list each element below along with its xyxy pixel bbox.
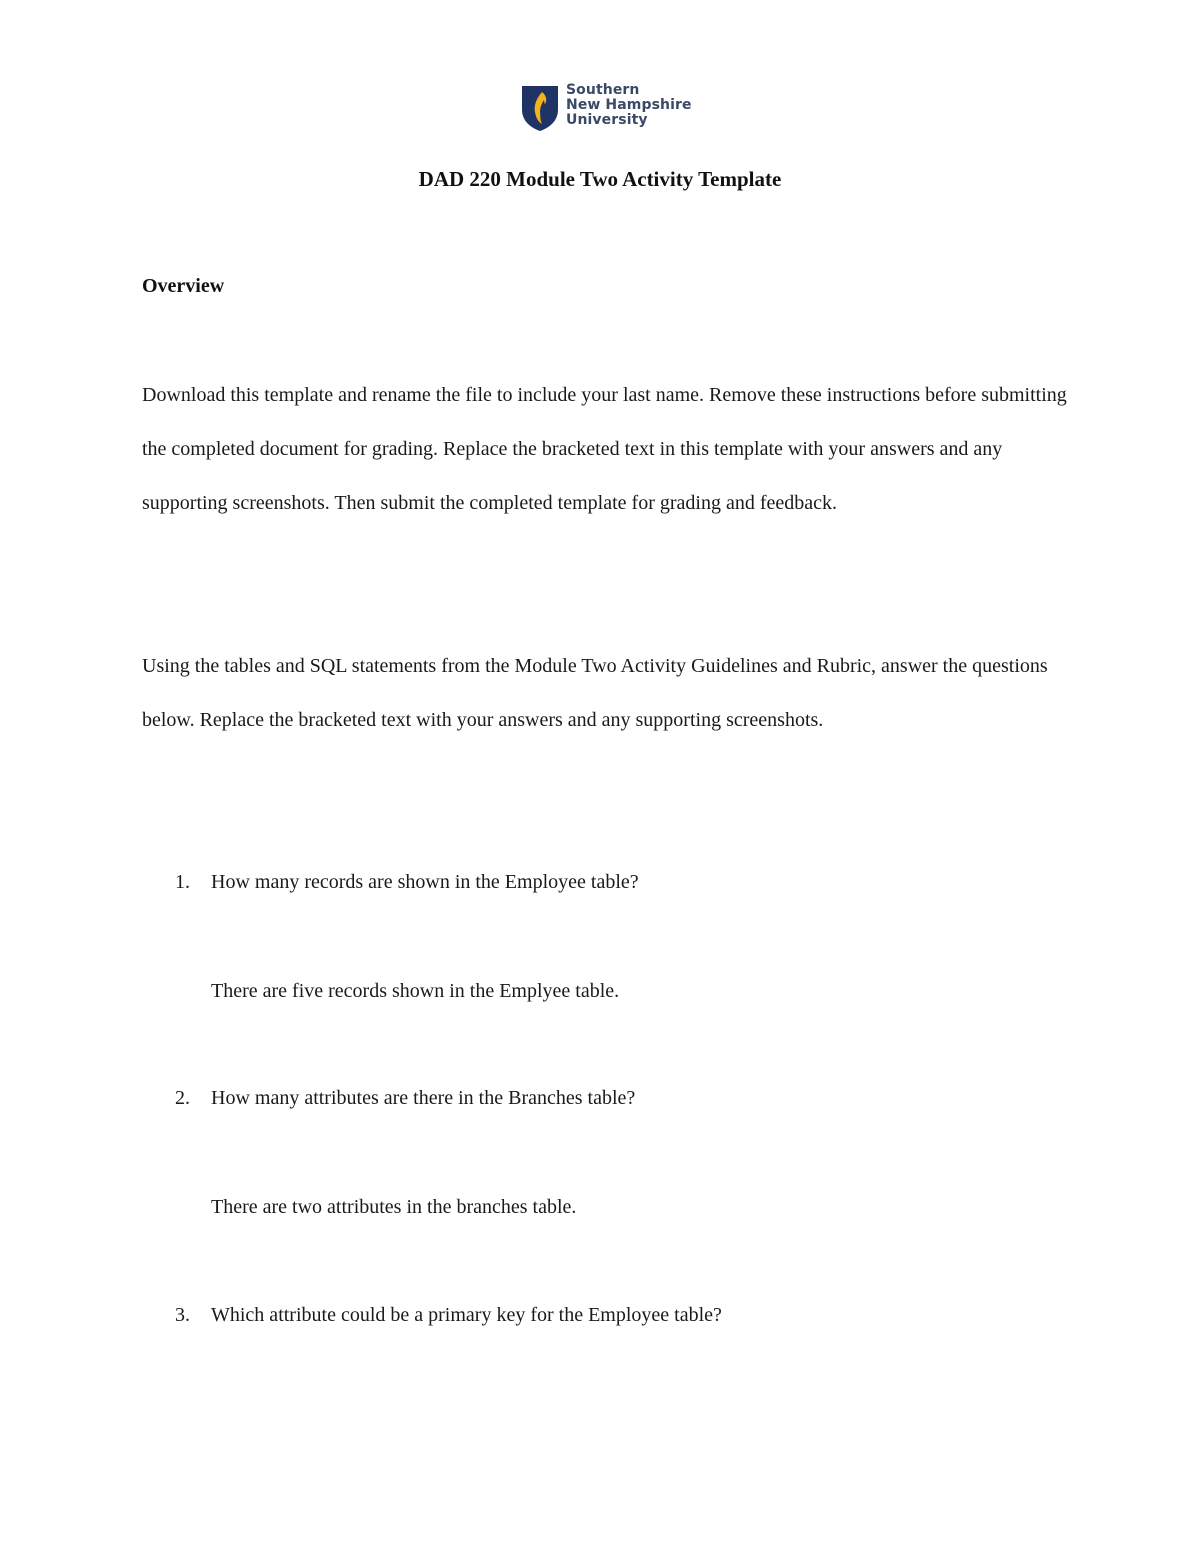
question-item xyxy=(175,1301,722,1329)
guidelines-paragraph: Using the tables and SQL statements from the Module Two Activity Guidelines and Rubric, answer the questions below. Replace the bracketed text with your answers and any supporting screenshots. xyxy=(142,655,1048,731)
answer-text: There are two attributes in the branches table. xyxy=(211,1196,577,1218)
logo-line-2: New Hampshire xyxy=(566,97,692,113)
shield-flame-icon xyxy=(520,84,560,132)
question-item xyxy=(175,868,639,896)
question-text: How many records are shown in the Employee table? xyxy=(211,871,639,893)
instructions-paragraph: Download this template and rename the file to include your last name. Remove these instructions before submitting the completed document for grading. Replace the bracketed text in this template with your answers and any supporting screenshots. Then submit the completed template for grading and feedback. xyxy=(142,384,1067,514)
question-text: Which attribute could be a primary key for the Employee table? xyxy=(211,1304,722,1326)
question-number: 2. xyxy=(175,1087,190,1109)
question-text: How many attributes are there in the Branches table? xyxy=(211,1087,636,1109)
question-number: 1. xyxy=(175,871,190,893)
logo-line-1: Southern xyxy=(566,82,640,98)
university-logo xyxy=(520,84,692,134)
answer-text: There are five records shown in the Emplyee table. xyxy=(211,980,620,1002)
overview-heading: Overview xyxy=(142,275,225,297)
question-number: 3. xyxy=(175,1304,190,1326)
document-title: DAD 220 Module Two Activity Template xyxy=(418,167,782,191)
logo-wordmark xyxy=(566,83,692,128)
question-item xyxy=(175,1084,635,1112)
logo-line-3: University xyxy=(566,112,648,128)
